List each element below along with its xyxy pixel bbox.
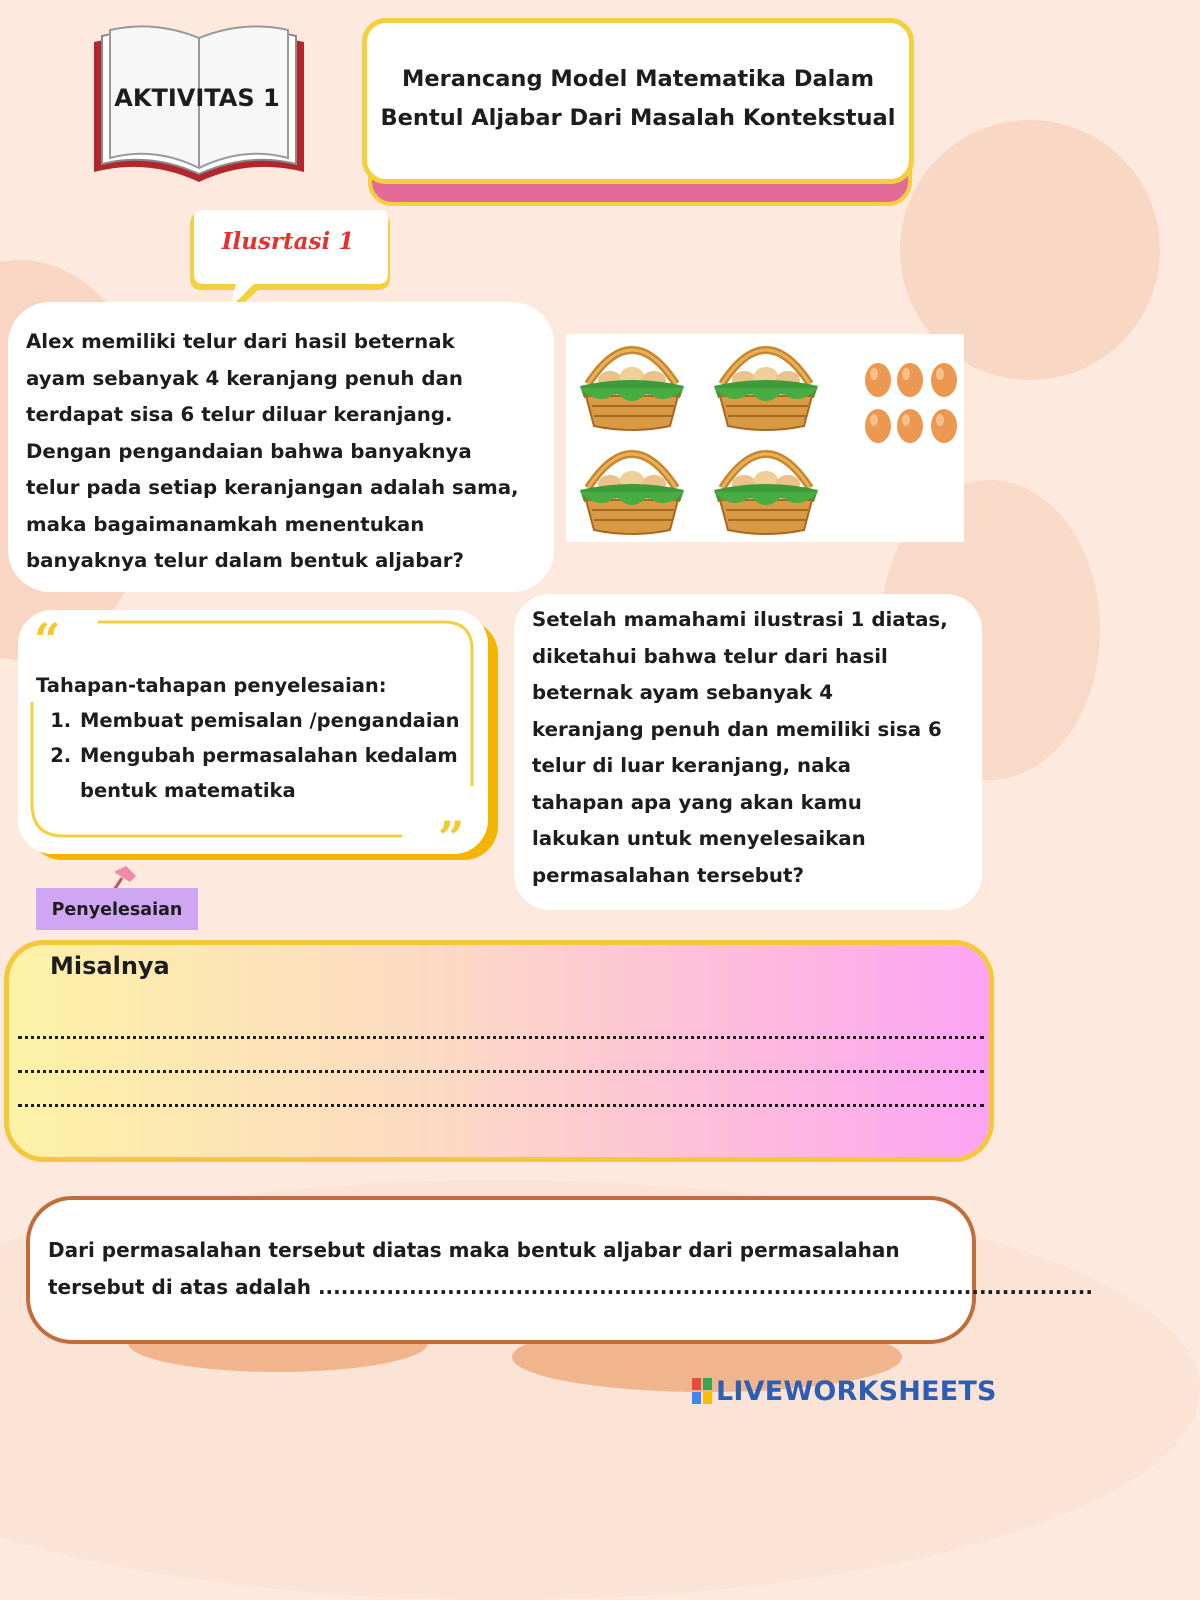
problem-text [26, 324, 566, 580]
problem-line: Dengan pengandaian bahwa banyaknya [26, 439, 472, 463]
problem-line: ayam sebanyak 4 keranjang penuh dan [26, 366, 463, 390]
answer-label: Misalnya [50, 952, 170, 980]
title-line-1: Merancang Model Matematika Dalam [401, 66, 875, 92]
problem-line: maka bagaimanamkah menentukan [26, 512, 425, 536]
question-line: Setelah mamahami ilustrasi 1 diatas, [532, 608, 948, 631]
conclusion-text[interactable] [48, 1232, 1093, 1306]
question-line: permasalahan tersebut? [532, 863, 804, 887]
problem-line: Alex memiliki telur dari hasil beternak [26, 330, 455, 353]
answer-line[interactable] [18, 1036, 984, 1039]
answer-line[interactable] [18, 1070, 984, 1073]
problem-line: telur pada setiap keranjangan adalah sama, [26, 476, 519, 499]
problem-line: terdapat sisa 6 telur diluar keranjang. [26, 403, 453, 426]
activity-label: AKTIVITAS 1 [114, 84, 280, 112]
step-item: 2. Mengubah permasalahan kedalam bentuk matematika [78, 738, 496, 808]
steps-text [36, 668, 496, 808]
steps-heading: Tahapan-tahapan penyelesaian: [36, 674, 387, 697]
page-title [370, 60, 906, 138]
title-line-2: Bentul Aljabar Dari Masalah Kontekstual [380, 105, 896, 131]
illustration-label: Ilusrtasi 1 [221, 228, 355, 255]
answer-line[interactable] [18, 1104, 984, 1107]
open-quote-icon: “ [34, 613, 61, 667]
question-line: lakukan untuk menyelesaikan [532, 827, 866, 850]
question-text [532, 602, 978, 894]
brand-name[interactable]: LIVEWORKSHEETS [716, 1376, 997, 1407]
solution-tag: Penyelesaian [36, 888, 198, 930]
question-line: tahapan apa yang akan kamu [532, 790, 862, 814]
question-line: keranjang penuh dan memiliki sisa 6 [532, 717, 942, 741]
question-line: telur di luar keranjang, naka [532, 754, 851, 777]
close-quote-icon: ” [438, 811, 465, 865]
question-line: diketahui bahwa telur dari hasil [532, 644, 888, 668]
problem-line: banyaknya telur dalam bentuk aljabar? [26, 549, 464, 572]
liveworksheets-logo-icon [692, 1378, 712, 1404]
egg-baskets-illustration [566, 334, 964, 542]
conclusion-line-2[interactable]: tersebut di atas adalah ...................................................................................................... [48, 1275, 1093, 1299]
steps-list [36, 703, 496, 808]
conclusion-line-1: Dari permasalahan tersebut diatas maka bentuk aljabar dari permasalahan [48, 1238, 900, 1262]
question-line: beternak ayam sebanyak 4 [532, 681, 833, 704]
step-item: 1. Membuat pemisalan /pengandaian [78, 703, 496, 738]
